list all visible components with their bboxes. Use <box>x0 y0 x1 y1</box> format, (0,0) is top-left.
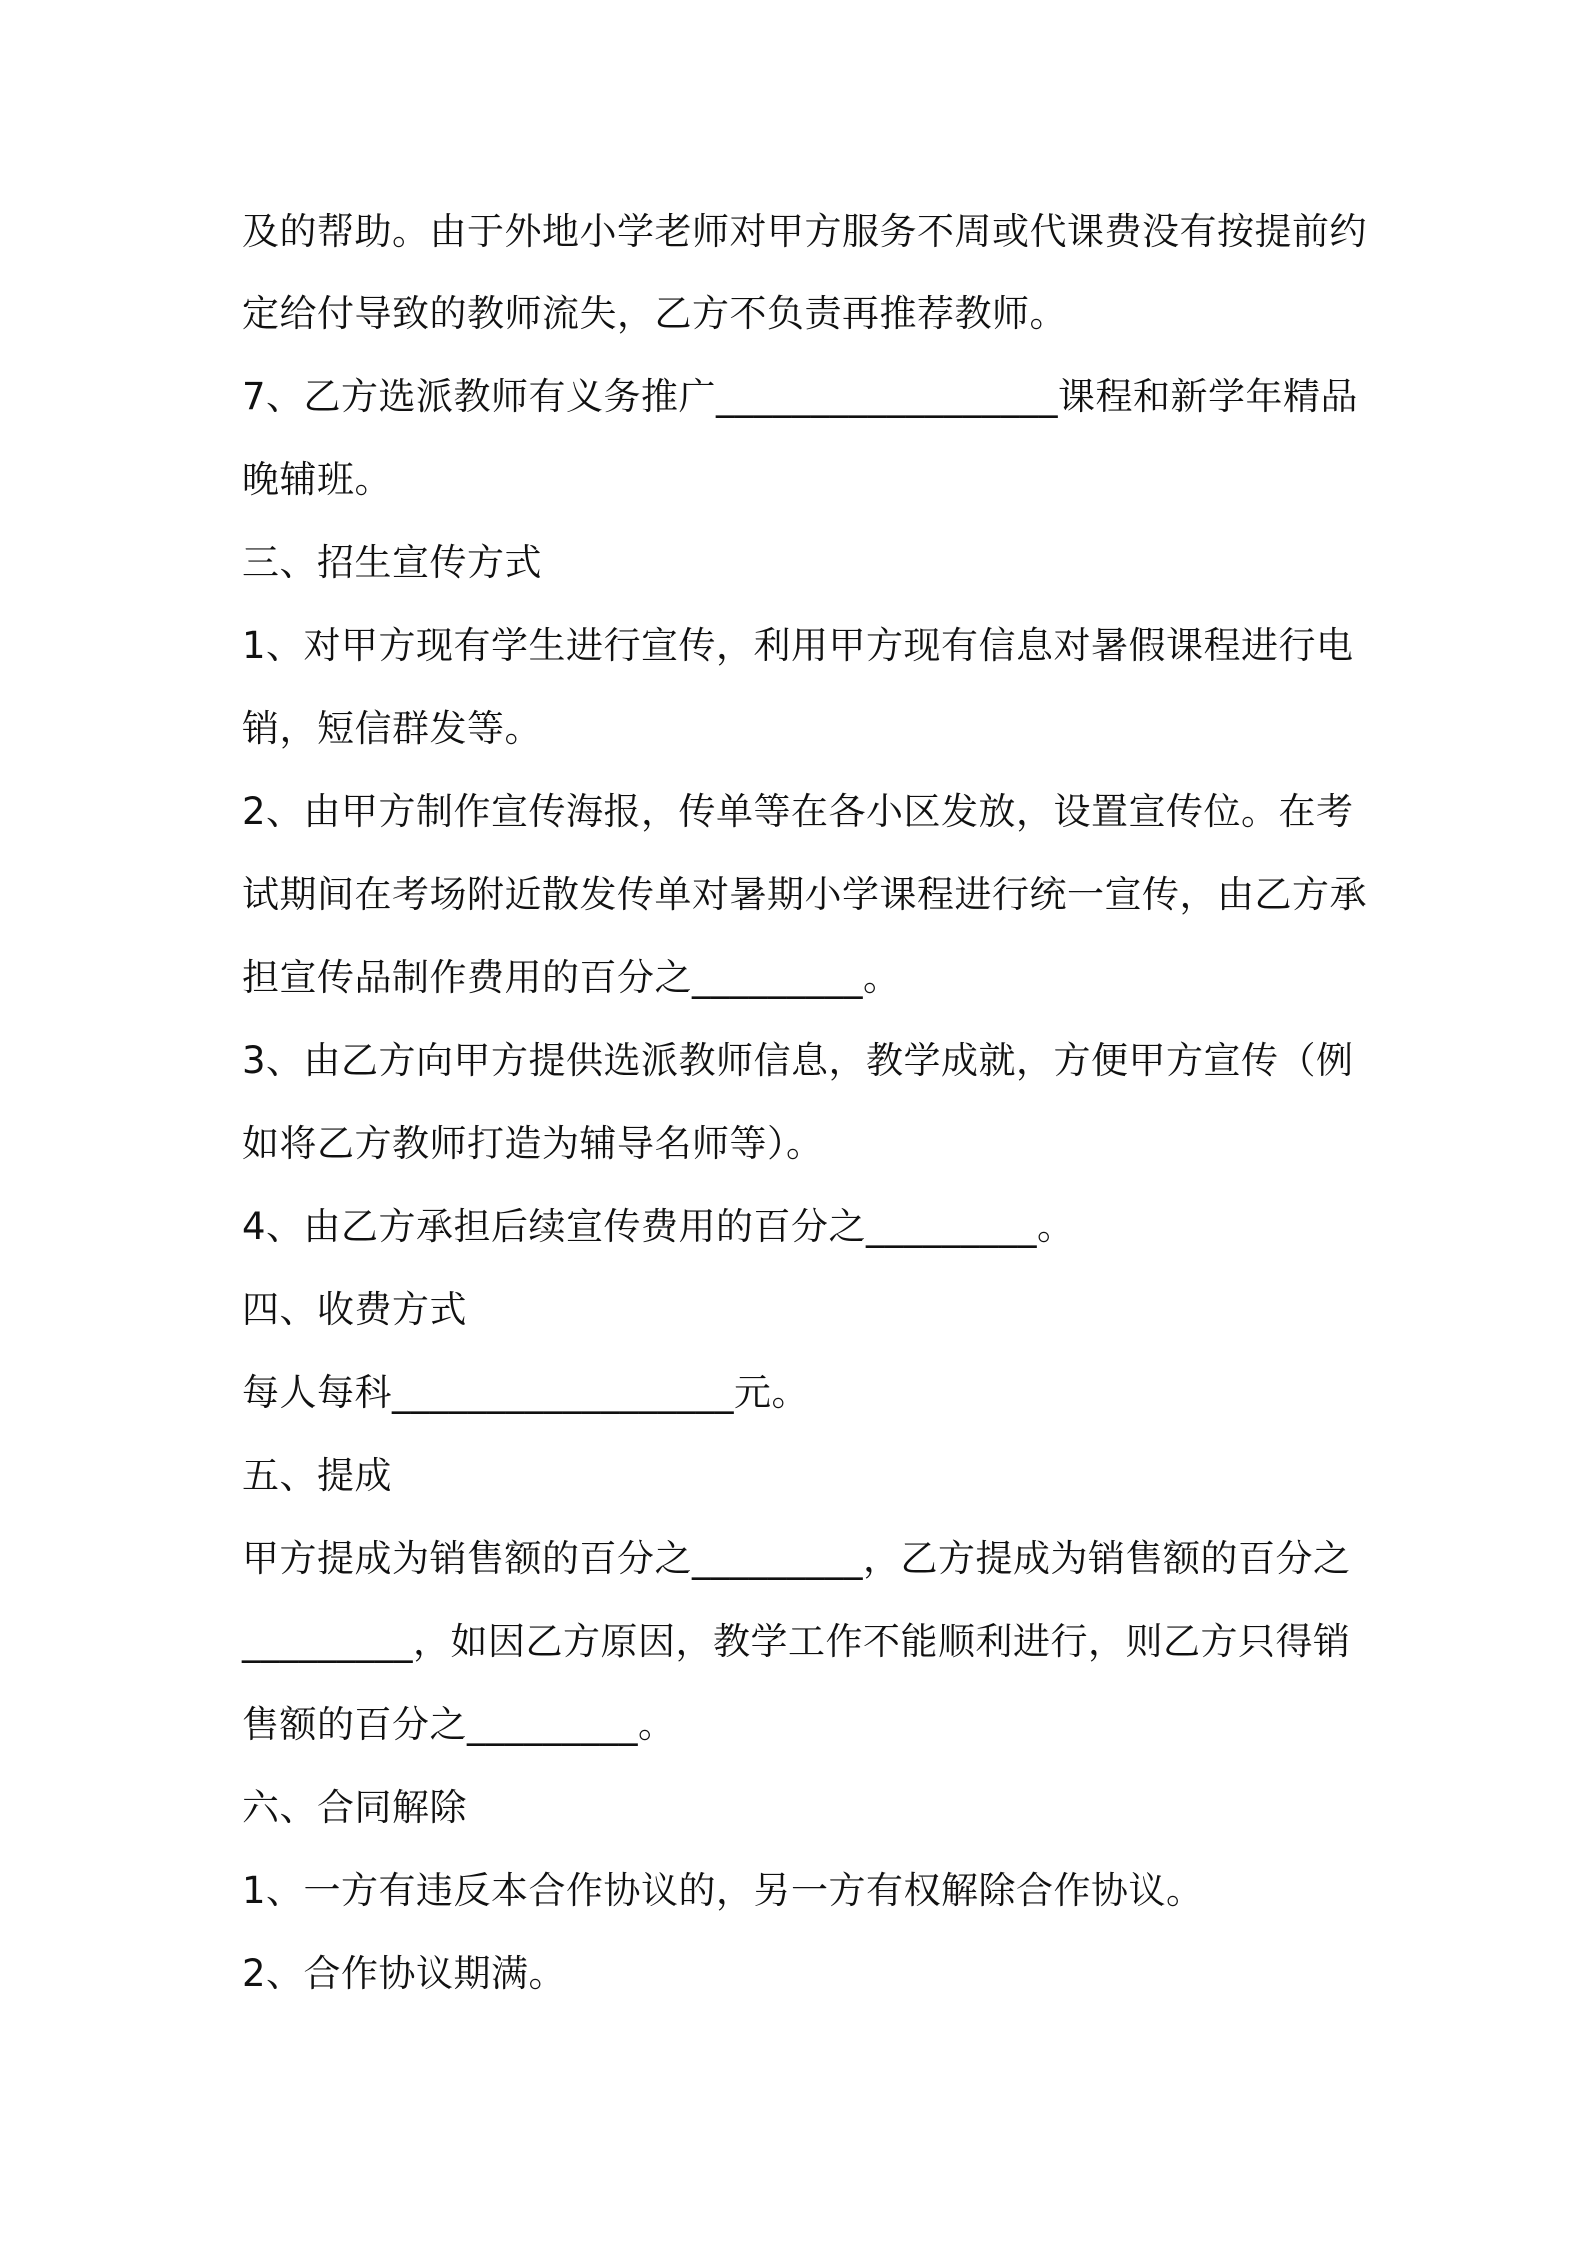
list-item-1: 1、对甲方现有学生进行宣传，利用甲方现有信息对暑假课程进行电 <box>242 624 1354 667</box>
paragraph-line: 及的帮助。由于外地小学老师对甲方服务不周或代课费没有按提前约 <box>242 210 1367 253</box>
paragraph-line: 晚辅班。 <box>242 458 392 501</box>
paragraph-line: 销，短信群发等。 <box>242 707 542 750</box>
paragraph-line: 如将乙方教师打造为辅导名师等）。 <box>242 1122 824 1165</box>
paragraph-line: 定给付导致的教师流失，乙方不负责再推荐教师。 <box>242 292 1067 335</box>
fee-line: 每人每科__________________元。 <box>242 1371 809 1414</box>
paragraph-line: _________，如因乙方原因，教学工作不能顺利进行，则乙方只得销 <box>242 1620 1351 1663</box>
list-item-1: 1、一方有违反本合作协议的，另一方有权解除合作协议。 <box>242 1869 1204 1912</box>
section-heading-4: 四、收费方式 <box>242 1288 467 1331</box>
paragraph-line: 担宣传品制作费用的百分之_________。 <box>242 956 901 999</box>
paragraph-line: 售额的百分之_________。 <box>242 1703 676 1746</box>
paragraph-line: 试期间在考场附近散发传单对暑期小学课程进行统一宣传，由乙方承 <box>242 873 1367 916</box>
section-heading-3: 三、招生宣传方式 <box>242 541 542 584</box>
section-heading-6: 六、合同解除 <box>242 1786 467 1829</box>
section-heading-5: 五、提成 <box>242 1454 392 1497</box>
list-item-2: 2、由甲方制作宣传海报，传单等在各小区发放，设置宣传位。在考 <box>242 790 1354 833</box>
list-item-3: 3、由乙方向甲方提供选派教师信息，教学成就，方便甲方宣传（例 <box>242 1039 1354 1082</box>
list-item-2: 2、合作协议期满。 <box>242 1952 567 1995</box>
paragraph-line: 甲方提成为销售额的百分之_________，乙方提成为销售额的百分之 <box>242 1537 1351 1580</box>
list-item-4: 4、由乙方承担后续宣传费用的百分之_________。 <box>242 1205 1075 1248</box>
list-item-7: 7、乙方选派教师有义务推广__________________课程和新学年精品 <box>242 375 1359 418</box>
